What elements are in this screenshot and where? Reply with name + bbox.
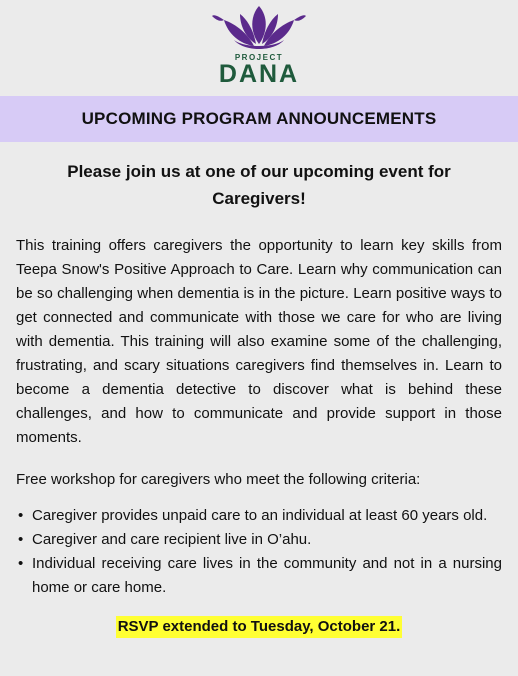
- logo-project-text: PROJECT: [234, 53, 284, 62]
- training-description: This training offers caregivers the opportunity to learn key skills from Teepa Snow's Positive Approach to Care. Learn why communication can be so challenging when dementia is in the picture. Learn positive ways to get connected and communicate with those we care for who are living with dementia. This training will also examine some of the challenging, frustrating, and scary situations caregivers find themselves in. Learn to become a dementia detective to discover what is behind these challenges, and how to communicate and provide support in those moments.: [16, 237, 502, 446]
- criteria-list: [16, 504, 502, 600]
- criteria-item-text: Caregiver and care recipient live in O’ahu.: [32, 531, 312, 548]
- banner-title: UPCOMING PROGRAM ANNOUNCEMENTS: [81, 109, 437, 128]
- rsvp-notice: RSVP extended to Tuesday, October 21.: [116, 616, 403, 638]
- criteria-item-text: Caregiver provides unpaid care to an individual at least 60 years old.: [32, 507, 488, 524]
- criteria-lead: Free workshop for caregivers who meet the following criteria:: [16, 471, 421, 488]
- list-item: [16, 552, 502, 600]
- criteria-item-text: Individual receiving care lives in the community and not in a nursing home or care home.: [32, 555, 502, 596]
- bullet-icon: •: [18, 555, 24, 572]
- rsvp-area: [0, 616, 518, 638]
- logo-area: [0, 0, 518, 96]
- lotus-icon: [210, 4, 308, 54]
- logo-dana-text: DANA: [218, 60, 300, 88]
- announcement-banner: [0, 96, 518, 142]
- intro-heading: Please join us at one of our upcoming event for Caregivers!: [67, 162, 451, 208]
- list-item: [16, 528, 502, 552]
- list-item: [16, 504, 502, 528]
- bullet-icon: •: [18, 507, 24, 524]
- bullet-icon: •: [18, 531, 24, 548]
